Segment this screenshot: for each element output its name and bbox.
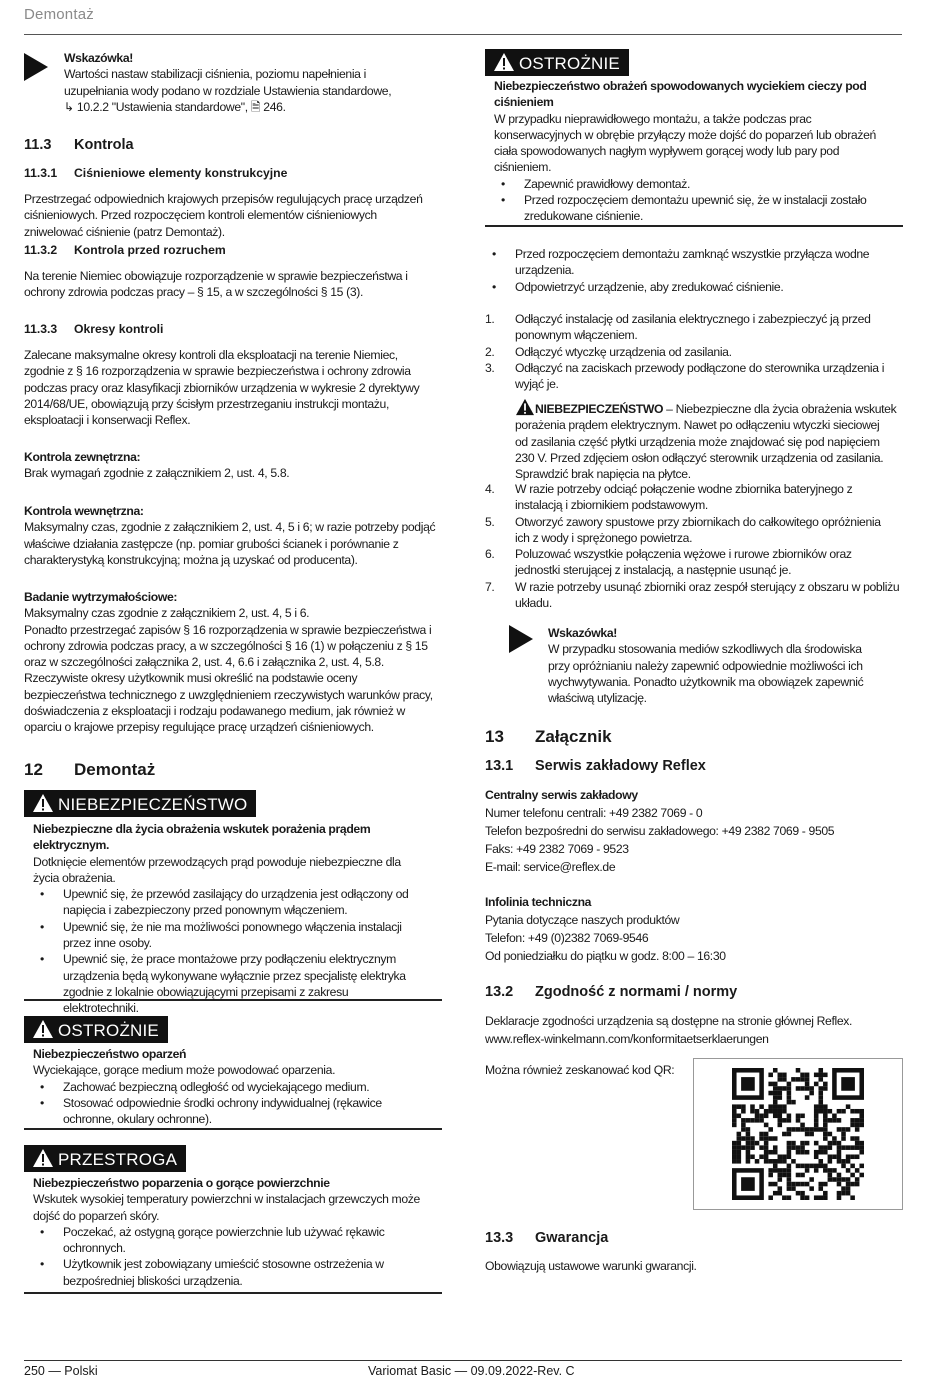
danger-body <box>33 821 442 1017</box>
text-line: Zapewnić prawidłowy demontaż. <box>524 176 690 191</box>
text-line: W razie potrzeby usunąć zbiorniki oraz zespół sterujący z obszaru w pobliżu <box>515 579 900 594</box>
section-13-3-text <box>485 1258 903 1274</box>
text-line: Poczekać, aż ostygną gorące powierzchnie lub używać rękawic <box>63 1224 385 1239</box>
step-item <box>485 360 903 393</box>
text-line: przy opróżnianiu należy zapewnić odpowiednie możliwości ich <box>548 658 863 673</box>
caution-intro <box>494 111 903 176</box>
text-line: ciśnieniem. <box>494 160 552 175</box>
section-13-1-heading <box>485 758 706 774</box>
list-item <box>33 919 442 952</box>
step-number: 7. <box>485 579 495 594</box>
notice-bottom-rule <box>24 1292 442 1294</box>
tip-text <box>548 641 903 706</box>
text-line: Przed rozpoczęciem demontażu upewnić się, że w instalacji zostało <box>524 193 867 208</box>
section-title: Załącznik <box>535 727 612 746</box>
text-line: Maksymalny czas, zgodnie z załącznikiem 2, ust. 4, 5 i 6; w razie potrzeby podjąć <box>24 520 436 535</box>
text-line: bezpieczeństwa technicznego z uwzględnieniem rzeczywistych warunków pracy, <box>24 687 433 702</box>
text-line: napięcia i zabezpieczony przed ponownym włączeniem. <box>63 903 348 918</box>
text-line: układu. <box>515 596 552 611</box>
step-number: 6. <box>485 547 495 562</box>
text-line: oraz w szczególności załącznika 2, ust. 4, 6.6 i załącznika 2, ust. 4, 5.8. <box>24 655 384 670</box>
text-line: od zasilania część płytki urządzenia może znajdować się pod napięciem <box>515 434 880 449</box>
technical-hotline-text <box>485 911 903 965</box>
bullet-marker: • <box>492 279 496 294</box>
section-number: 13.1 <box>485 758 514 774</box>
steps-1-3 <box>485 311 903 392</box>
text-line: Obowiązują ustawowe warunki gwarancji. <box>485 1259 697 1273</box>
section-title: Kontrola <box>74 137 134 153</box>
step-item <box>485 311 903 344</box>
warning-triangle-icon <box>32 1148 54 1168</box>
text-line: Ponadto przestrzegać zapisów § 16 rozporządzenia w sprawie bezpieczeństwa i <box>24 622 432 637</box>
warning-triangle-icon <box>32 1019 54 1039</box>
section-11-3-1-heading <box>24 166 287 180</box>
text-line: Odpowietrzyć urządzenie, aby zredukować ciśnienie. <box>515 279 784 294</box>
caution-bullets <box>33 1079 442 1128</box>
play-arrow-icon <box>509 625 533 653</box>
bullet-marker: • <box>501 193 505 208</box>
text-line: właściwą utylizację. <box>548 691 647 706</box>
danger-bullets <box>33 886 442 1016</box>
list-item <box>33 951 442 1016</box>
notice-label <box>24 1145 186 1172</box>
step-number: 4. <box>485 482 495 496</box>
text-line: Wartości nastaw stabilizacji ciśnienia, poziomu napełnienia i <box>64 67 366 82</box>
inline-danger-note <box>515 398 905 482</box>
footer-page-info: 250 — Polski <box>24 1364 98 1378</box>
text-line: Zachować bezpieczną odległość od wyciekającego medium. <box>63 1079 370 1094</box>
text-line: Użytkownik jest zobowiązany umieścić stosowne ostrzeżenia w <box>63 1257 384 1272</box>
central-service <box>485 786 903 876</box>
external-inspection-text <box>24 465 442 481</box>
caution-label-text: OSTROŻNIE <box>519 54 620 73</box>
section-11-3-3-heading <box>24 322 163 336</box>
text-line: www.reflex-winkelmann.com/konformitaetserklaerungen <box>485 1032 769 1046</box>
tip-text <box>64 66 444 115</box>
section-number: 13.3 <box>485 1230 514 1246</box>
text-line: ich z wody i sprężonego powietrza. <box>515 530 693 545</box>
text-line: jednostki sterującej z instalacją, a następnie usunąć je. <box>515 563 792 578</box>
strength-test <box>24 589 442 736</box>
text-line: ciała spowodowanych nagłym wypływem gorącej wody lub pary pod <box>494 144 840 159</box>
danger-intro <box>33 854 442 887</box>
header-rule <box>24 34 902 35</box>
bullet-marker: • <box>40 919 44 934</box>
list-item <box>33 1256 442 1289</box>
section-12-heading <box>24 760 155 780</box>
list-item <box>33 1079 442 1095</box>
text-line: oparciu o krajowe przepisy regulujące pracę urządzeń ciśnieniowych. <box>24 720 374 735</box>
caution-bottom-rule <box>485 225 903 227</box>
text-line: Sprawdzić brak napięcia na płytce. <box>515 467 691 482</box>
central-service-text <box>485 804 903 876</box>
list-item <box>494 192 903 225</box>
section-title: Demontaż <box>74 760 156 779</box>
text-line: Dotknięcie elementów przewodzących prąd powoduje niebezpieczne dla <box>33 854 401 869</box>
text-line: W przypadku nieprawidłowego montażu, a także podczas prac <box>494 111 812 126</box>
notice-intro <box>33 1191 442 1224</box>
text-line: ciśnieniem <box>494 95 554 110</box>
section-number: 11.3 <box>24 137 52 153</box>
text-line: Stosować odpowiednie środki ochrony indywidualnej (rękawice <box>63 1095 382 1110</box>
text-line: ochronne, okulary ochronne). <box>63 1112 212 1127</box>
list-item <box>485 279 903 295</box>
text-line: doświadczenia z eksploatacji i rodzaju podawanego medium, jak również w <box>24 704 405 719</box>
bullet-marker: • <box>40 1079 44 1094</box>
internal-inspection-text <box>24 519 442 568</box>
text-line: Otworzyć zawory spustowe przy zbiornikach do całkowitego opróżnienia <box>515 514 881 529</box>
strength-test-text <box>24 605 442 735</box>
qr-code-frame <box>693 1058 903 1210</box>
central-service-title: Centralny serwis zakładowy <box>485 788 638 802</box>
section-11-3-2-text <box>24 268 442 301</box>
text-line: W przypadku stosowania mediów szkodliwych dla środowiska <box>548 642 862 657</box>
footer-rule <box>24 1360 902 1361</box>
warning-triangle-icon <box>515 398 535 416</box>
text-line: właściwe działania zastępcze (np. pomiar grubości ścianek i porównanie z <box>24 536 399 551</box>
steps-4-7 <box>485 481 903 611</box>
text-line: E-mail: service@reflex.de <box>485 860 616 874</box>
section-title: Serwis zakładowy Reflex <box>535 758 706 774</box>
text-line: Telefon bezpośredni do serwisu zakładowego: +49 2382 7069 - 9505 <box>485 824 835 838</box>
section-13-3-heading <box>485 1230 608 1246</box>
header-title: Demontaż <box>24 6 94 23</box>
section-title: Okresy kontroli <box>74 322 164 336</box>
danger-label <box>24 790 256 817</box>
text-line: urządzenia będą wykonywane wyłącznie przez specjalistę elektryka <box>63 968 406 983</box>
text-line: Upewnić się, że prace montażowe przy podłączeniu elektrycznym <box>63 952 396 967</box>
text-line: Pytania dotyczące naszych produktów <box>485 913 680 927</box>
section-11-3-3-text <box>24 347 442 428</box>
step-number: 5. <box>485 514 495 529</box>
section-title: Ciśnieniowe elementy konstrukcyjne <box>74 166 288 180</box>
text-line: bezpośredniej bliskości urządzenia. <box>63 1273 243 1288</box>
text-line: Maksymalny czas zgodnie z załącznikiem 2, ust. 4, 5 i 6. <box>24 606 310 621</box>
danger-label-text: NIEBEZPIECZEŃSTWO <box>58 795 248 814</box>
section-number: 11.3.2 <box>24 243 58 257</box>
section-13-heading <box>485 727 612 747</box>
inline-danger-text <box>515 417 905 482</box>
inline-danger-first: – Niebezpieczne dla życia obrażenia wskutek <box>663 402 897 416</box>
text-line: porażenia prądem elektrycznym. Nawet po odłączeniu wtyczki sieciowej <box>515 418 880 433</box>
step-item <box>485 546 903 579</box>
text-line: ochrony zdrowia podczas pracy – § 15, a w szczególności § 15 (3). <box>24 285 363 300</box>
text-line: eksploatacji i konserwacji Reflex. <box>24 413 191 428</box>
text-line: zgodnie z lokalnie obowiązującymi przepisami z zakresu <box>63 984 349 999</box>
list-item <box>33 1095 442 1128</box>
list-item <box>485 246 903 279</box>
danger-subtitle: Niebezpieczne dla życia obrażenia wskutek porażenia prądem elektrycznym. <box>33 822 371 853</box>
notice-subtitle: Niebezpieczeństwo poparzenia o gorące powierzchnie <box>33 1176 330 1190</box>
text-line: Faks: +49 2382 7069 - 9523 <box>485 842 629 856</box>
text-line: życia obrażenia. <box>33 870 116 885</box>
caution-pressure-body <box>494 78 903 225</box>
caution-subtitle <box>494 78 903 111</box>
caution-bottom-rule <box>24 1128 442 1130</box>
danger-bottom-rule <box>24 999 442 1001</box>
text-line: Odłączyć na zaciskach przewody podłączone do sterownika urządzenia i <box>515 360 885 375</box>
text-line: Rzeczywiste okresy użytkownik musi określić na podstawie oceny <box>24 671 358 686</box>
step-item <box>485 514 903 547</box>
section-number: 13 <box>485 727 504 746</box>
bullet-marker: • <box>40 887 44 902</box>
section-title: Gwarancja <box>535 1230 609 1246</box>
text-line: Upewnić się, że nie ma możliwości ponownego włączenia instalacji <box>63 919 402 934</box>
section-number: 13.2 <box>485 984 514 1000</box>
internal-inspection-title: Kontrola wewnętrzna: <box>24 504 144 518</box>
text-line: 230 V. Przed zdjęciem osłon odłączyć sterownik urządzenia od zasilania. <box>515 450 884 465</box>
text-line: Przestrzegać odpowiednich krajowych przepisów regulujących pracę urządzeń <box>24 192 423 206</box>
text-line: Przed rozpoczęciem demontażu zamknąć wszystkie przyłącza wodne <box>515 247 870 261</box>
section-number: 11.3.1 <box>24 166 58 180</box>
section-11-3-heading <box>24 137 134 153</box>
text-line: wychwytywania. Ponadto użytkownik ma obowiązek zapewnić <box>548 674 864 689</box>
inline-danger-label: NIEBEZPIECZEŃSTWO <box>535 402 664 416</box>
text-line: ↳ 10.2.2 "Ustawienia standardowe", 🗎 246. <box>64 99 286 114</box>
technical-hotline-title: Infolinia techniczna <box>485 895 592 909</box>
text-line: Wskutek wysokiej temperatury powierzchni w instalacjach grzewczych może <box>33 1192 420 1207</box>
caution-intro <box>33 1062 442 1078</box>
text-line: W razie potrzeby odciąć połączenie wodne zbiornika bateryjnego z <box>515 482 853 496</box>
bullet-marker: • <box>492 247 496 261</box>
step-item <box>485 344 903 360</box>
warning-triangle-icon <box>493 52 515 72</box>
text-line: Na terenie Niemiec obowiązuje rozporządzenie w sprawie bezpieczeństwa i <box>24 269 408 283</box>
text-line: instalacją i zbiornikiem podstawowym. <box>515 498 708 513</box>
caution-label <box>24 1016 168 1043</box>
section-13-2-heading <box>485 984 737 1000</box>
text-line: urządzenia. <box>515 263 575 278</box>
list-item <box>494 176 903 192</box>
text-line: Niebezpieczeństwo obrażeń spowodowanych wyciekiem cieczy pod <box>494 79 867 93</box>
play-arrow-icon <box>24 53 48 81</box>
section-13-2-text <box>485 1012 903 1048</box>
step-number: 1. <box>485 312 495 326</box>
text-line: zredukowane ciśnienie. <box>524 209 643 224</box>
step-number: 3. <box>485 360 495 375</box>
text-line: charakterystyką konstrukcyjną; można ją uzyskać od producenta). <box>24 552 358 567</box>
notice-body <box>33 1175 442 1289</box>
section-number: 11.3.3 <box>24 322 58 336</box>
bullet-marker: • <box>40 1224 44 1239</box>
qr-caption: Można również zeskanować kod QR: <box>485 1063 675 1077</box>
section-title: Kontrola przed rozruchem <box>74 243 226 257</box>
caution-label <box>485 49 629 76</box>
text-line: podczas pracy oraz klasyfikacji zbiorników urządzenia w wykresie 2 dyrektywy <box>24 380 420 395</box>
text-line: ciśnieniowych. Przed rozpoczęciem kontroli elementów ciśnieniowych <box>24 208 377 223</box>
text-line: dojść do poparzeń skóry. <box>33 1208 160 1223</box>
text-line: Deklaracje zgodności urządzenia są dostępne na stronie głównej Reflex. <box>485 1014 853 1028</box>
text-line: uzupełniania wody podano w rozdziale Ustawienia standardowe, <box>64 83 392 98</box>
notice-label-text: PRZESTROGA <box>58 1150 178 1169</box>
text-line: Wyciekające, gorące medium może powodować oparzenia. <box>33 1063 336 1078</box>
text-line: Odłączyć instalację od zasilania elektrycznego i zabezpieczyć ją przed <box>515 312 871 326</box>
section-number: 12 <box>24 760 43 779</box>
tip-title: Wskazówka! <box>64 51 133 65</box>
tip-box <box>64 50 444 115</box>
step-number: 2. <box>485 344 495 359</box>
caution-label-text: OSTROŻNIE <box>58 1021 159 1040</box>
text-line: Od poniedziałku do piątku w godz. 8:00 – 16:30 <box>485 949 726 963</box>
text-line: przez inne osoby. <box>63 936 152 951</box>
bullet-marker: • <box>40 1095 44 1110</box>
caution-body <box>33 1046 442 1127</box>
footer-doc-info: Variomat Basic — 09.09.2022-Rev. C <box>368 1364 575 1378</box>
text-line: ochrony zdrowia podczas pracy, a w szczególności § 16 (1) w połączeniu z § 15 <box>24 638 428 653</box>
text-line: Odłączyć wtyczkę urządzenia od zasilania. <box>515 344 732 359</box>
tip-box <box>548 625 903 706</box>
text-line: elektrotechniki. <box>63 1001 139 1016</box>
section-title: Zgodność z normami / normy <box>535 984 738 1000</box>
text-line: Upewnić się, że przewód zasilający do urządzenia jest odłączony od <box>63 887 409 902</box>
text-line: zniwelować ciśnienie (patrz Demontaż). <box>24 224 225 239</box>
text-line: ponownym włączeniem. <box>515 328 638 343</box>
text-line: ochronnych. <box>63 1241 126 1256</box>
section-11-3-2-heading <box>24 243 226 257</box>
bullet-marker: • <box>501 176 505 191</box>
text-line: zgodnie z § 16 rozporządzenia w sprawie bezpieczeństwa i ochrony zdrowia <box>24 364 411 379</box>
notice-bullets <box>33 1224 442 1289</box>
bullet-marker: • <box>40 952 44 967</box>
text-line: Numer telefonu centrali: +49 2382 7069 - 0 <box>485 806 703 820</box>
step-item <box>485 481 903 514</box>
list-item <box>33 886 442 919</box>
text-line: Telefon: +49 (0)2382 7069-9546 <box>485 931 649 945</box>
list-item <box>33 1224 442 1257</box>
external-inspection <box>24 449 442 482</box>
internal-inspection <box>24 503 442 568</box>
text-line: wyjąć je. <box>515 377 559 392</box>
external-inspection-title: Kontrola zewnętrzna: <box>24 450 141 464</box>
tip-title: Wskazówka! <box>548 626 617 640</box>
warning-triangle-icon <box>32 793 54 813</box>
text-line: Brak wymagań zgodnie z załącznikiem 2, ust. 4, 5.8. <box>24 466 290 481</box>
text-line: 2014/68/UE, obowiązują przy ścisłym przestrzeganiu instrukcji montażu, <box>24 396 389 411</box>
step-item <box>485 579 903 612</box>
qr-code-icon <box>732 1068 864 1200</box>
caution-subtitle: Niebezpieczeństwo oparzeń <box>33 1047 187 1061</box>
technical-hotline <box>485 893 903 965</box>
text-line: Poluzować wszystkie połączenia wężowe i rurowe zbiorników oraz <box>515 547 852 562</box>
section-11-3-1-text <box>24 191 442 240</box>
text-line: konserwacyjnych w obrębie przyłączy może dojść do poparzeń lub obrażeń <box>494 127 876 142</box>
text-line: Zalecane maksymalne okresy kontroli dla eksploatacji na terenie Niemiec, <box>24 348 398 362</box>
caution-bullets <box>494 176 903 225</box>
bullet-marker: • <box>40 1257 44 1272</box>
pre-steps <box>485 246 903 295</box>
strength-test-title: Badanie wytrzymałościowe: <box>24 590 178 604</box>
